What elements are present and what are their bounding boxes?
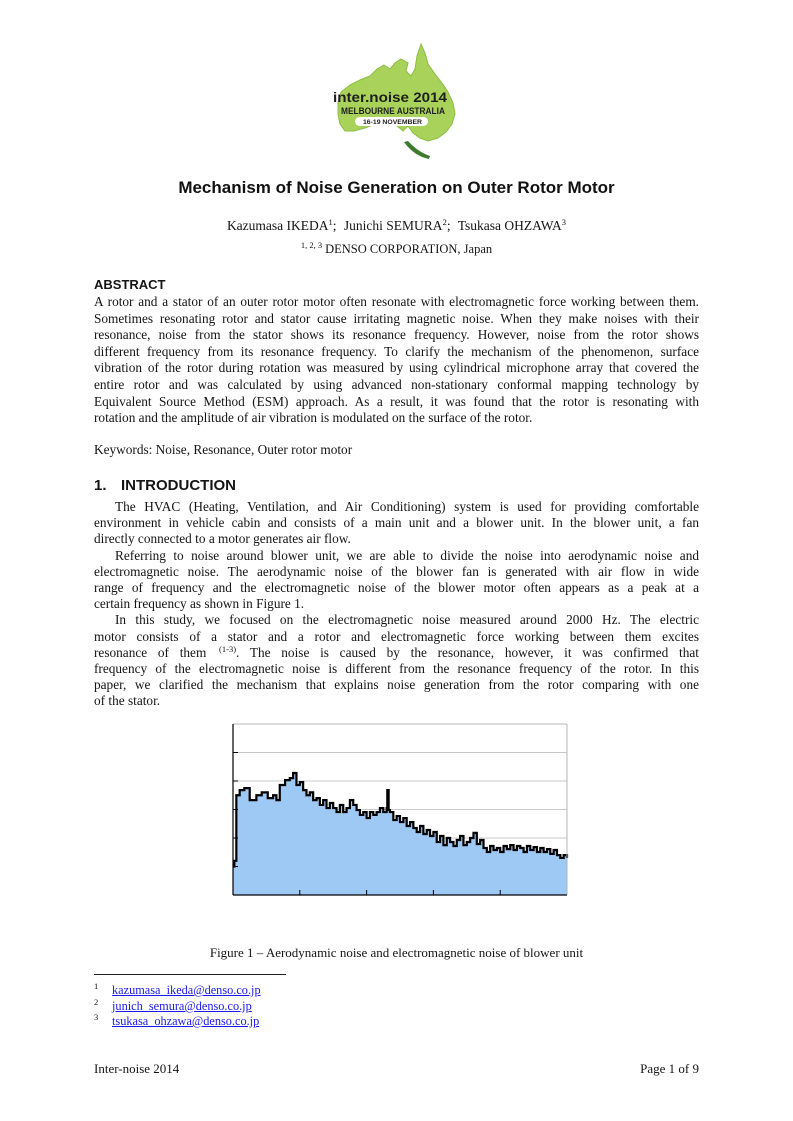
paragraph-line: range of frequency and the electromagnetic noise of the blower motor often appears as a peak at a bbox=[94, 580, 699, 596]
paragraph-line: environment in vehicle cabin and consists of a main unit and a blower unit. In the blower unit, a fan bbox=[94, 515, 699, 531]
footnote-mark: 2 bbox=[94, 997, 99, 1007]
author-name: Tsukasa OHZAWA bbox=[457, 218, 562, 233]
abstract-line: entire rotor and was calculated by using advanced non-stationary conformal mapping technology by bbox=[94, 376, 699, 392]
paragraph-line: frequency of the electromagnetic noise is different from the resonance frequency of the rotor. In this bbox=[94, 661, 699, 677]
abstract-line: Equivalent Source Method (ESM) approach. As a result, it was found that the rotor is resonating with bbox=[94, 393, 699, 409]
citation-line-end: . The noise is caused by the resonance, however, it was confirmed that bbox=[236, 644, 699, 660]
logo-title: inter.noise 2014 bbox=[333, 89, 448, 105]
author-affiliation-mark: 3 bbox=[561, 217, 567, 227]
abstract-line: A rotor and a stator of an outer rotor motor often resonate with electromagnetic force working between them. bbox=[94, 294, 699, 309]
abstract-line: rotation and the amplitude of air vibration is modulated on the surface of the rotor. bbox=[94, 410, 533, 426]
paragraph-line: electromagnetic noise. The aerodynamic noise of the blower fan is generated with air flow in wide bbox=[94, 563, 699, 579]
boomerang-swoosh-icon bbox=[404, 141, 430, 159]
author-affiliation-mark: 2 bbox=[442, 217, 447, 227]
section-heading bbox=[94, 477, 236, 495]
paragraph-line: directly connected to a motor generates air flow. bbox=[94, 531, 351, 547]
keywords: Keywords: Noise, Resonance, Outer rotor motor bbox=[94, 442, 353, 457]
paragraph-line: Referring to noise around blower unit, we are able to divide the noise into aerodynamic noise and bbox=[115, 547, 699, 563]
figure-1-chart bbox=[228, 719, 572, 901]
citation-reference: (1-3) bbox=[219, 643, 237, 654]
logo-location: MELBOURNE AUSTRALIA bbox=[341, 106, 446, 116]
figure-caption: Figure 1 – Aerodynamic noise and electromagnetic noise of blower unit bbox=[209, 945, 584, 960]
citation-line-start: resonance of them bbox=[94, 644, 207, 660]
abstract-line: different frequency from its resonance frequency. To clarify the mechanism of the phenomenon, surface bbox=[94, 343, 699, 359]
section-number: 1. bbox=[94, 477, 107, 494]
paragraph-line: certain frequency as shown in Figure 1. bbox=[94, 596, 305, 612]
footnote-email-link[interactable]: junich_semura@denso.co.jp bbox=[112, 999, 252, 1013]
abstract-line: Sometimes resonating rotor and stator cause irritating magnetic noise. When they make noises with their bbox=[94, 310, 699, 326]
affiliation bbox=[0, 240, 793, 258]
footnote bbox=[94, 1013, 259, 1030]
abstract-line: vibration of the rotor during rotation was measured by using cylindrical microphone array that covered the bbox=[94, 360, 699, 376]
footnote bbox=[94, 982, 261, 999]
affiliation-marks: 1, 2, 3 bbox=[300, 240, 323, 250]
footnote-email-link[interactable]: tsukasa_ohzawa@denso.co.jp bbox=[112, 1014, 260, 1028]
abstract-line: resonance, noise from the stator shows its resonance frequency. However, noise from the rotor shows bbox=[94, 327, 699, 343]
author-separator: ; bbox=[332, 218, 337, 233]
author-separator: ; bbox=[446, 218, 451, 233]
abstract-heading: ABSTRACT bbox=[94, 277, 166, 292]
footnote-email-link[interactable]: kazumasa_ikeda@denso.co.jp bbox=[112, 983, 261, 997]
paragraph-line: motor consists of a stator and a rotor and electromagnetic force working between them excites bbox=[94, 628, 699, 644]
paper-title: Mechanism of Noise Generation on Outer Rotor Motor bbox=[178, 178, 615, 197]
paragraph-line: The HVAC (Heating, Ventilation, and Air Conditioning) system is used for providing comfortable bbox=[115, 499, 699, 514]
author-affiliation-mark: 1 bbox=[328, 217, 333, 227]
conference-logo bbox=[328, 36, 464, 164]
abstract-body bbox=[94, 294, 699, 427]
paragraph-line: In this study, we focused on the electromagnetic noise measured around 2000 Hz. The electric bbox=[115, 612, 699, 628]
author-list bbox=[0, 217, 793, 235]
paragraph-line: paper, we clarified the mechanism that explains noise generation from the rotor comparing with one bbox=[94, 677, 699, 693]
author-name: Kazumasa IKEDA bbox=[226, 218, 329, 233]
introduction-body bbox=[94, 499, 699, 710]
paragraph-line: of the stator. bbox=[94, 693, 161, 709]
author-name: Junichi SEMURA bbox=[343, 218, 443, 233]
section-title: INTRODUCTION bbox=[121, 477, 236, 494]
footer-conference: Inter-noise 2014 bbox=[94, 1061, 180, 1076]
footer-page-number: Page 1 of 9 bbox=[640, 1061, 699, 1076]
footnote-mark: 1 bbox=[94, 981, 99, 991]
footnote-mark: 3 bbox=[94, 1012, 99, 1022]
logo-date: 16-19 NOVEMBER bbox=[363, 119, 423, 126]
footnote-rule bbox=[94, 974, 286, 975]
paragraph-line-with-citation bbox=[94, 645, 699, 661]
affiliation-text: DENSO CORPORATION, Japan bbox=[325, 242, 493, 256]
